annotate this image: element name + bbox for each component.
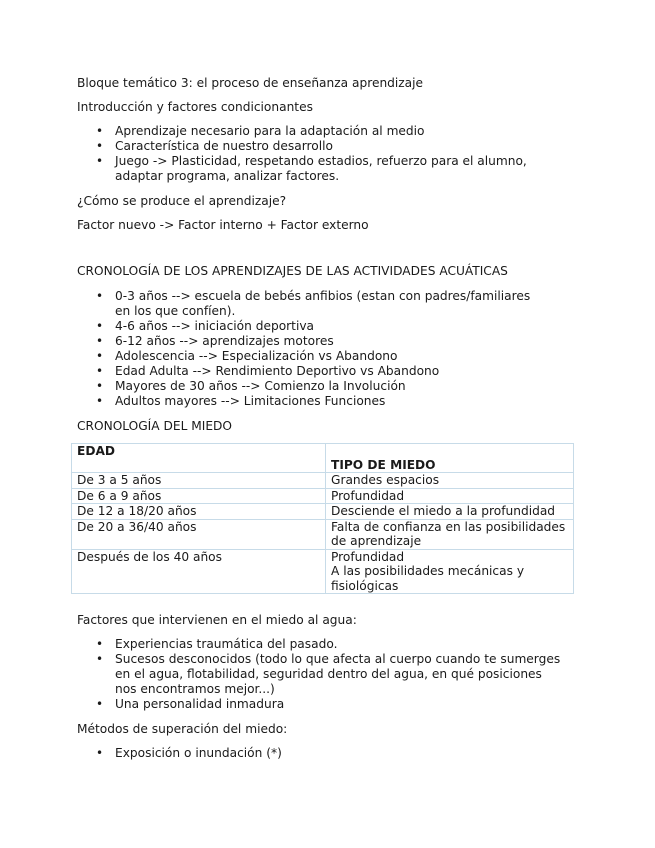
block-title: Bloque temático 3: el proceso de enseñanza aprendizaje <box>77 76 424 90</box>
table-cell: Profundidad A las posibilidades mecánicas y fisiológicas <box>326 549 574 594</box>
header-age: EDAD <box>72 444 326 473</box>
list-item: • Aprendizaje necesario para la adaptación al medio <box>77 124 547 139</box>
factors-list <box>77 637 561 712</box>
list-item: • Característica de nuestro desarrollo <box>77 139 547 154</box>
table-cell: Después de los 40 años <box>72 549 326 594</box>
methods-title: Métodos de superación del miedo: <box>77 722 288 736</box>
list-item: • 0-3 años --> escuela de bebés anfibios (estan con padres/familiares en los que confíen). <box>77 289 547 319</box>
factors-title: Factores que intervienen en el miedo al agua: <box>77 613 357 627</box>
table-cell: De 6 a 9 años <box>72 488 326 504</box>
table-cell: Grandes espacios <box>326 473 574 489</box>
fear-chronology-title: CRONOLOGÍA DEL MIEDO <box>77 419 233 433</box>
list-item: • Una personalidad inmadura <box>77 697 547 712</box>
list-item: • Exposición o inundación (*) <box>77 746 547 761</box>
list-item: • Adultos mayores --> Limitaciones Funciones <box>77 394 547 409</box>
list-item: • Mayores de 30 años --> Comienzo la Involución <box>77 379 547 394</box>
list-item: • 6-12 años --> aprendizajes motores <box>77 334 547 349</box>
intro-list <box>77 124 547 184</box>
intro-title: Introducción y factores condicionantes <box>77 100 313 114</box>
table-cell: Desciende el miedo a la profundidad <box>326 504 574 520</box>
table-row <box>72 488 574 504</box>
table-row <box>72 473 574 489</box>
table-cell: De 3 a 5 años <box>72 473 326 489</box>
fear-table <box>71 443 574 594</box>
list-item: • Experiencias traumática del pasado. <box>77 637 547 652</box>
list-item: • Edad Adulta --> Rendimiento Deportivo vs Abandono <box>77 364 547 379</box>
chronology-list <box>77 289 547 409</box>
list-item: • Adolescencia --> Especialización vs Abandono <box>77 349 547 364</box>
learning-formula: Factor nuevo -> Factor interno + Factor externo <box>77 218 369 232</box>
table-header-row <box>72 444 574 473</box>
table-row <box>72 519 574 549</box>
list-item: • Juego -> Plasticidad, respetando estadios, refuerzo para el alumno, adaptar programa, analizar factores. <box>77 154 565 184</box>
table-row <box>72 549 574 594</box>
table-cell: Profundidad <box>326 488 574 504</box>
table-cell: Falta de confianza en las posibilidades de aprendizaje <box>326 519 574 549</box>
table-row <box>72 504 574 520</box>
header-fear-type: TIPO DE MIEDO <box>326 444 574 473</box>
table-cell: De 20 a 36/40 años <box>72 519 326 549</box>
table-cell: De 12 a 18/20 años <box>72 504 326 520</box>
methods-list <box>77 746 547 761</box>
chronology-title: CRONOLOGÍA DE LOS APRENDIZAJES DE LAS ACTIVIDADES ACUÁTICAS <box>77 264 508 278</box>
list-item: • Sucesos desconocidos (todo lo que afecta al cuerpo cuando te sumerges en el agua, flotabilidad, seguridad dentro del agua, en qué posiciones nos encontramos mejor...) <box>77 652 565 697</box>
learning-question: ¿Cómo se produce el aprendizaje? <box>77 194 287 208</box>
list-item: • 4-6 años --> iniciación deportiva <box>77 319 547 334</box>
